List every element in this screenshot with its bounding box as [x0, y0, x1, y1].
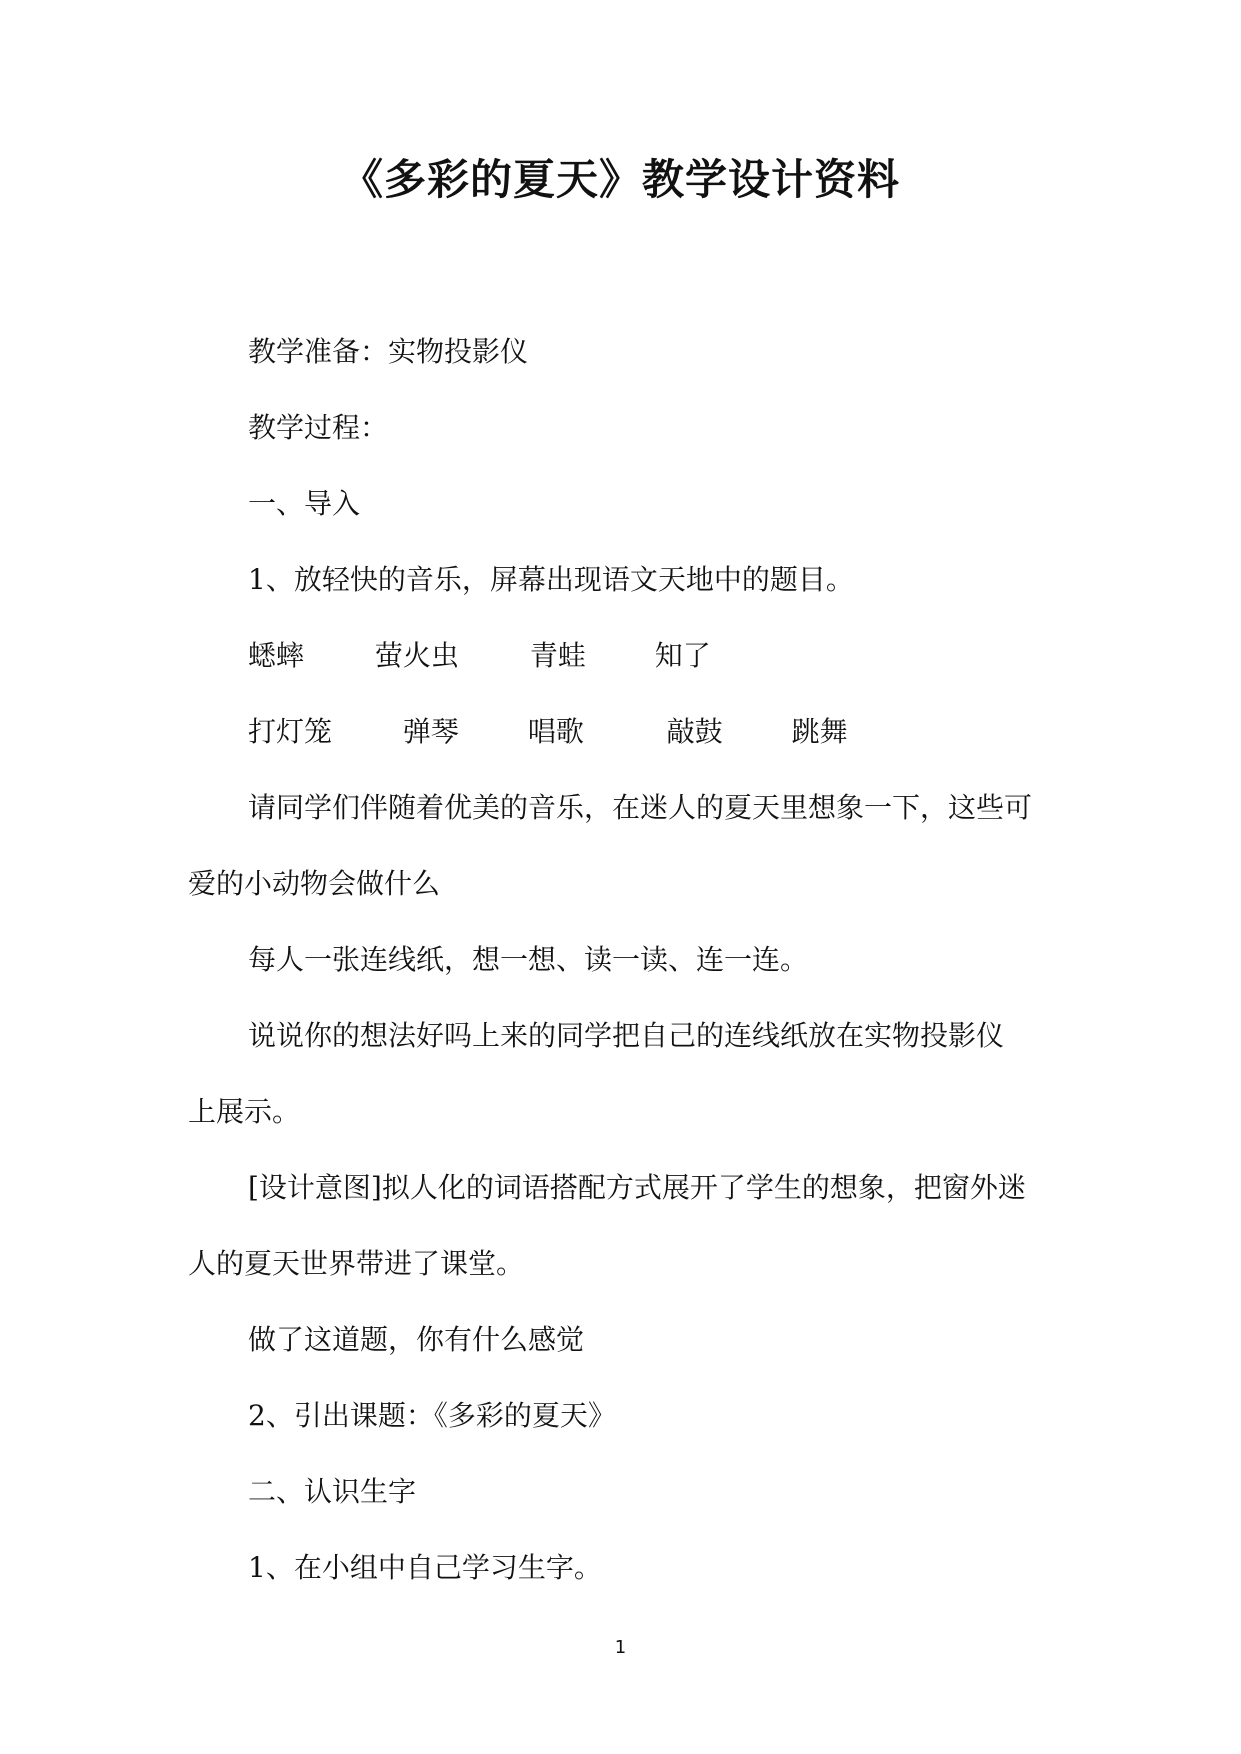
- animal-word: 萤火虫: [374, 639, 459, 672]
- action-word: 打灯笼: [248, 715, 333, 748]
- action-word: 敲鼓: [666, 715, 723, 748]
- paragraph-1-line-1: 请同学们伴随着优美的音乐，在迷人的夏天里想象一下，这些可: [248, 791, 1033, 824]
- process-line: 教学过程：: [248, 411, 389, 444]
- prep-line: 教学准备：实物投影仪: [248, 335, 529, 368]
- item-3: 1、在小组中自己学习生字。: [248, 1551, 602, 1584]
- section-heading-2: 二、认识生字: [248, 1475, 417, 1508]
- paragraph-4-line-2: 人的夏天世界带进了课堂。: [188, 1247, 525, 1280]
- paragraph-4-line-1: [设计意图]拟人化的词语搭配方式展开了学生的想象，把窗外迷: [248, 1171, 1026, 1204]
- animal-word: 蟋蟀: [248, 639, 305, 672]
- animal-word: 青蛙: [529, 639, 586, 672]
- animals-list: [248, 636, 711, 676]
- action-word: 唱歌: [527, 715, 584, 748]
- action-word: 弹琴: [402, 715, 459, 748]
- section-heading-1: 一、导入: [248, 487, 361, 520]
- actions-list: [248, 712, 848, 752]
- paragraph-1-line-2: 爱的小动物会做什么: [188, 867, 441, 900]
- action-word: 跳舞: [791, 715, 848, 748]
- paragraph-5: 做了这道题，你有什么感觉: [248, 1323, 585, 1356]
- page-number: 1: [614, 1637, 627, 1658]
- paragraph-3-line-2: 上展示。: [188, 1095, 301, 1128]
- paragraph-2: 每人一张连线纸，想一想、读一读、连一连。: [248, 943, 809, 976]
- document-title: 《多彩的夏天》教学设计资料: [340, 155, 900, 204]
- paragraph-3-line-1: 说说你的想法好吗上来的同学把自己的连线纸放在实物投影仪: [248, 1019, 1005, 1052]
- item-1: 1、放轻快的音乐，屏幕出现语文天地中的题目。: [248, 563, 854, 596]
- animal-word: 知了: [654, 639, 711, 672]
- item-2: 2、引出课题：《多彩的夏天》: [248, 1399, 616, 1432]
